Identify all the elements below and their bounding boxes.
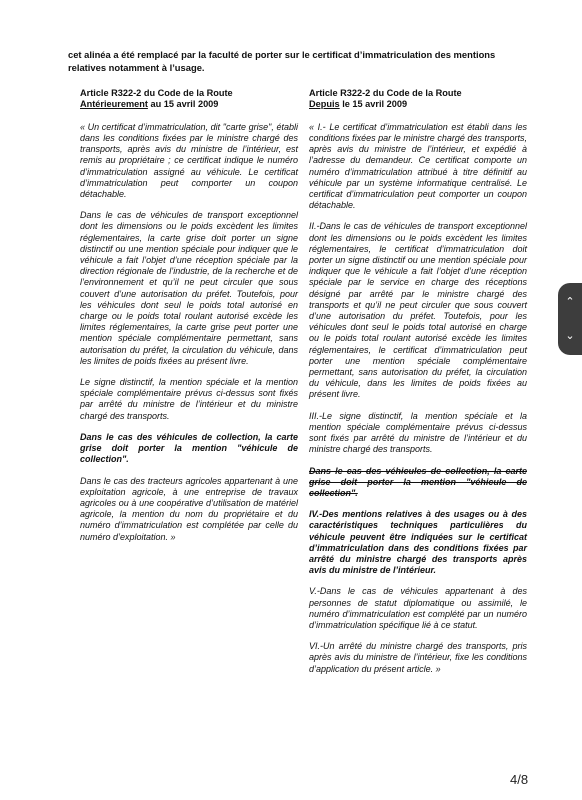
page-scroll-control — [558, 283, 582, 355]
right-header-date-line — [309, 99, 527, 110]
left-column-header — [80, 88, 298, 111]
right-paragraph-6: VI.-Un arrêté du ministre chargé des transports, pris après avis du ministre de l’intérieur, fixe les conditions d’application du présent article. » — [309, 641, 527, 674]
right-header-title: Article R322-2 du Code de la Route — [309, 88, 462, 98]
right-paragraph-2: II.-Dans le cas de véhicules de transport exceptionnel dont les dimensions ou le poids excèdent les limites réglementaires, le certificat d’immatriculation doit porter un signe distinctif ou une mention spéciale pour indiquer que le véhicule a fait l’objet d’une réception spéciale par le service en charge des réceptions désigné par arrêté par le ministre chargé des transports et qu’il ne peut circuler que sous couvert d’une autorisation du préfet. Toutefois, pour les véhicules dont seul le poids total autorisé en charge ou le poids total roulant autorisé excède les limites réglementaires, le certificat d’immatriculation peut porter une mention spéciale complémentaire permettant, sans autorisation du préfet, la circulation du véhicule, dans les limites de poids fixées au présent livre. — [309, 221, 527, 400]
left-header-underlined: Antérieurement — [80, 99, 148, 110]
right-paragraph-5: V.-Dans le cas de véhicules appartenant à des personnes de statut diplomatique ou assimilé, le numéro d’immatriculation est complété par un numéro d’immatriculation spécifique lié à ce statut. — [309, 586, 527, 630]
right-paragraph-4: IV.-Des mentions relatives à des usages ou à des caractéristiques techniques particulières du véhicule peuvent être indiquées sur le certificat d’immatriculation dans des conditions fixées par arrêté du ministre chargé des transports après avis du ministre de l’intérieur. — [309, 509, 527, 576]
right-paragraph-3: III.-Le signe distinctif, la mention spéciale et la mention spéciale complémentaire prévus ci-dessus sont fixés par arrêté du ministre de l’intérieur et du ministre chargé des transports. — [309, 410, 527, 455]
right-paragraph-1: « I.- Le certificat d’immatriculation est établi dans les conditions fixées par le ministre chargé des transports, après avis du ministre de l’intérieur, et expédié à l’adresse du demandeur. Ce certificat comporte un numéro d’immatriculation attribué à titre définitif au véhicule par un système informatique centralisé. Le certificat d’immatriculation peut comporter un coupon détachable. — [309, 121, 527, 211]
left-paragraph-5: Dans le cas des tracteurs agricoles appartenant à une exploitation agricole, à une entreprise de travaux agricoles ou à une coopérative d’utilisation de matériel agricole, la mention du nom du propriétaire et du numéro d’immatriculation est complétée par celle du numéro d’exploitation. » — [80, 475, 298, 542]
right-paragraph-struck: Dans le cas des véhicules de collection, la carte grise doit porter la mention "véhicule de collection". — [309, 465, 527, 498]
left-header-title: Article R322-2 du Code de la Route — [80, 88, 233, 98]
chevron-down-icon[interactable]: ⌄ — [565, 330, 575, 342]
right-header-date: le 15 avril 2009 — [339, 99, 408, 110]
left-header-date-line — [80, 99, 298, 110]
intro-paragraph: cet alinéa a été remplacé par la faculté de porter sur le certificat d’immatriculation des mentions relatives notamment à l’usage. — [68, 49, 496, 73]
page-number: 4/8 — [510, 772, 529, 787]
chevron-up-icon[interactable]: ⌃ — [565, 296, 575, 308]
right-header-underlined: Depuis — [309, 99, 340, 110]
left-paragraph-4-collection: Dans le cas des véhicules de collection, la carte grise doit porter la mention "véhicule de collection". — [80, 431, 298, 465]
left-paragraph-2: Dans le cas de véhicules de transport exceptionnel dont les dimensions ou le poids excèdent les limites réglementaires, la carte grise doit porter un signe distinctif ou une mention spéciale pour indiquer que le véhicule a fait l’objet d’une réception spéciale par la direction régionale de l’industrie, de la recherche et de l’environnement et qu’il ne peut circuler que sous couvert d’une autorisation du préfet. Toutefois, pour les véhicules dont seul le poids total autorisé en charge ou le poids total roulant autorisé excède les limites réglementaires, la carte grise peut porter une mention spéciale complémentaire permettant, sans autorisation du préfet, la circulation du véhicule, dans les limites de poids fixées au présent livre. — [80, 210, 298, 366]
left-column-before-2009 — [80, 88, 298, 553]
left-header-date: au 15 avril 2009 — [147, 99, 219, 110]
right-column-since-2009 — [309, 88, 527, 685]
left-paragraph-1: « Un certificat d’immatriculation, dit "carte grise", établi dans les conditions fixées par le ministre chargé des transports, après avis du ministre de l’intérieur, est remis au propriétaire ; ce certificat indique le numéro d’immatriculation assigné au véhicule. Le certificat d’immatriculation peut comporter un coupon détachable. — [80, 121, 298, 200]
right-column-header — [309, 88, 527, 111]
left-paragraph-3: Le signe distinctif, la mention spéciale et la mention spéciale complémentaire prévus ci-dessus sont fixés par arrêté du ministre de l’intérieur et du ministre chargé des transports. — [80, 377, 298, 421]
